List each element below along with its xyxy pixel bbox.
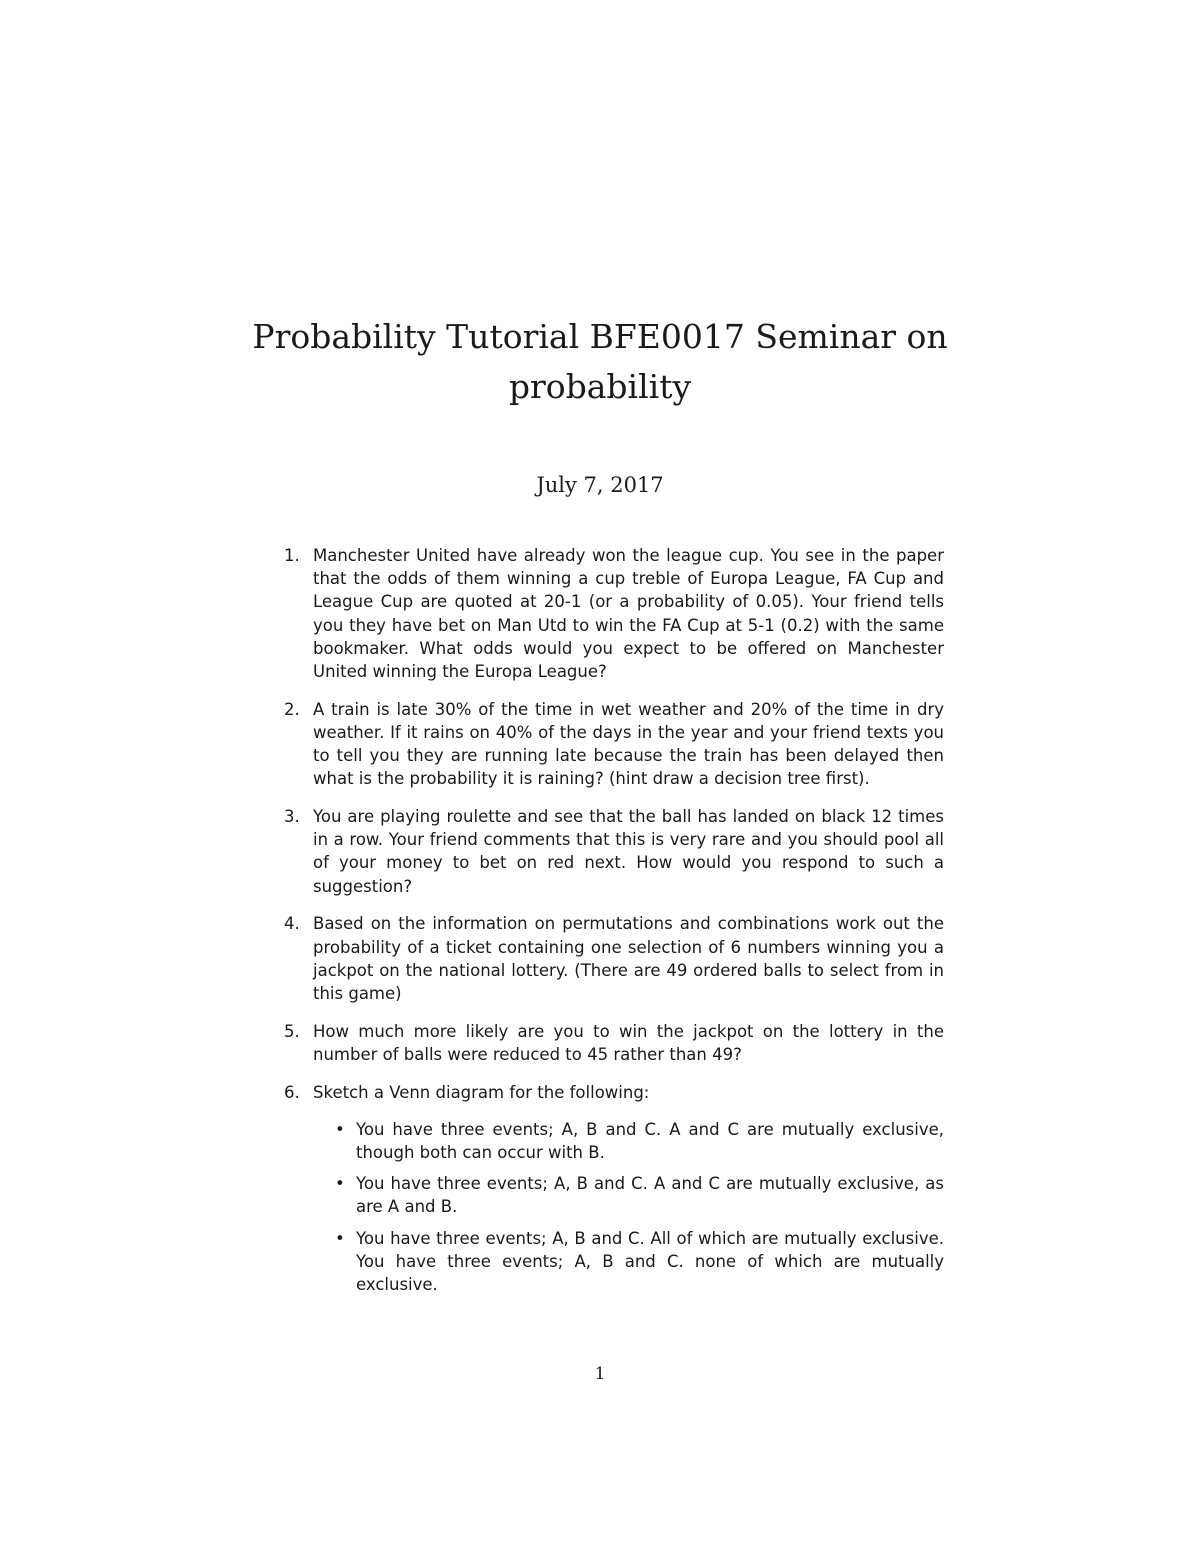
question-item bbox=[284, 1081, 944, 1297]
bullet-icon: • bbox=[335, 1228, 345, 1248]
question-item bbox=[284, 912, 944, 1005]
question-number: 3. bbox=[284, 807, 300, 827]
question-text: Sketch a Venn diagram for the following: bbox=[313, 1082, 650, 1102]
bullet-text: You have three events; A, B and C. All of which are mutually exclusive. You have three events; A, B and C. none of which are mutually exclusive. bbox=[356, 1228, 944, 1294]
question-item bbox=[284, 544, 944, 683]
question-list bbox=[284, 544, 944, 1311]
bullet-icon: • bbox=[335, 1174, 345, 1194]
question-item bbox=[284, 698, 944, 791]
question-number: 4. bbox=[284, 914, 300, 934]
question-text: A train is late 30% of the time in wet weather and 20% of the time in dry weather. If it rains on 40% of the days in the year and your friend texts you to tell you they are running late because the train has been delayed then what is the probability it is raining? (hint draw a decision tree first). bbox=[313, 699, 944, 789]
document-date: July 7, 2017 bbox=[536, 473, 664, 497]
bullet-text: You have three events; A, B and C. A and C are mutually exclusive, though both can occur with B. bbox=[356, 1119, 944, 1162]
question-item bbox=[284, 805, 944, 898]
bullet-item bbox=[313, 1227, 944, 1297]
question-number: 5. bbox=[284, 1021, 300, 1041]
document-title: Probability Tutorial BFE0017 Seminar on probability bbox=[252, 317, 948, 406]
bullet-icon: • bbox=[335, 1119, 345, 1139]
question-number: 1. bbox=[284, 546, 300, 565]
bullet-item bbox=[313, 1118, 944, 1164]
question-text: How much more likely are you to win the jackpot on the lottery in the number of balls were reduced to 45 rather than 49? bbox=[313, 1021, 944, 1064]
page-number: 1 bbox=[594, 1364, 606, 1384]
bullet-item bbox=[313, 1172, 944, 1218]
question-number: 6. bbox=[284, 1082, 300, 1102]
question-number: 2. bbox=[284, 699, 300, 719]
question-item bbox=[284, 1020, 944, 1066]
question-text: You are playing roulette and see that the ball has landed on black 12 times in a row. Your friend comments that this is very rare and you should pool all of your money to bet on red next. How would you respond to such a suggestion? bbox=[313, 807, 944, 896]
question-text: Manchester United have already won the league cup. You see in the paper that the odds of them winning a cup treble of Europa League, FA Cup and League Cup are quoted at 20-1 (or a probability of 0.05). Your friend tells you they have bet on Man Utd to win the FA Cup at 5-1 (0.2) with the same bookmaker. What odds would you expect to be offered on Manchester United winning the Europa League? bbox=[313, 546, 944, 682]
bullet-text: You have three events; A, B and C. A and C are mutually exclusive, as are A and B. bbox=[356, 1174, 944, 1217]
venn-bullet-list bbox=[313, 1118, 944, 1296]
question-text: Based on the information on permutations and combinations work out the probability of a ticket containing one selection of 6 numbers winning you a jackpot on the national lottery. (There are 49 ordered balls to select from in this game) bbox=[313, 914, 944, 1003]
